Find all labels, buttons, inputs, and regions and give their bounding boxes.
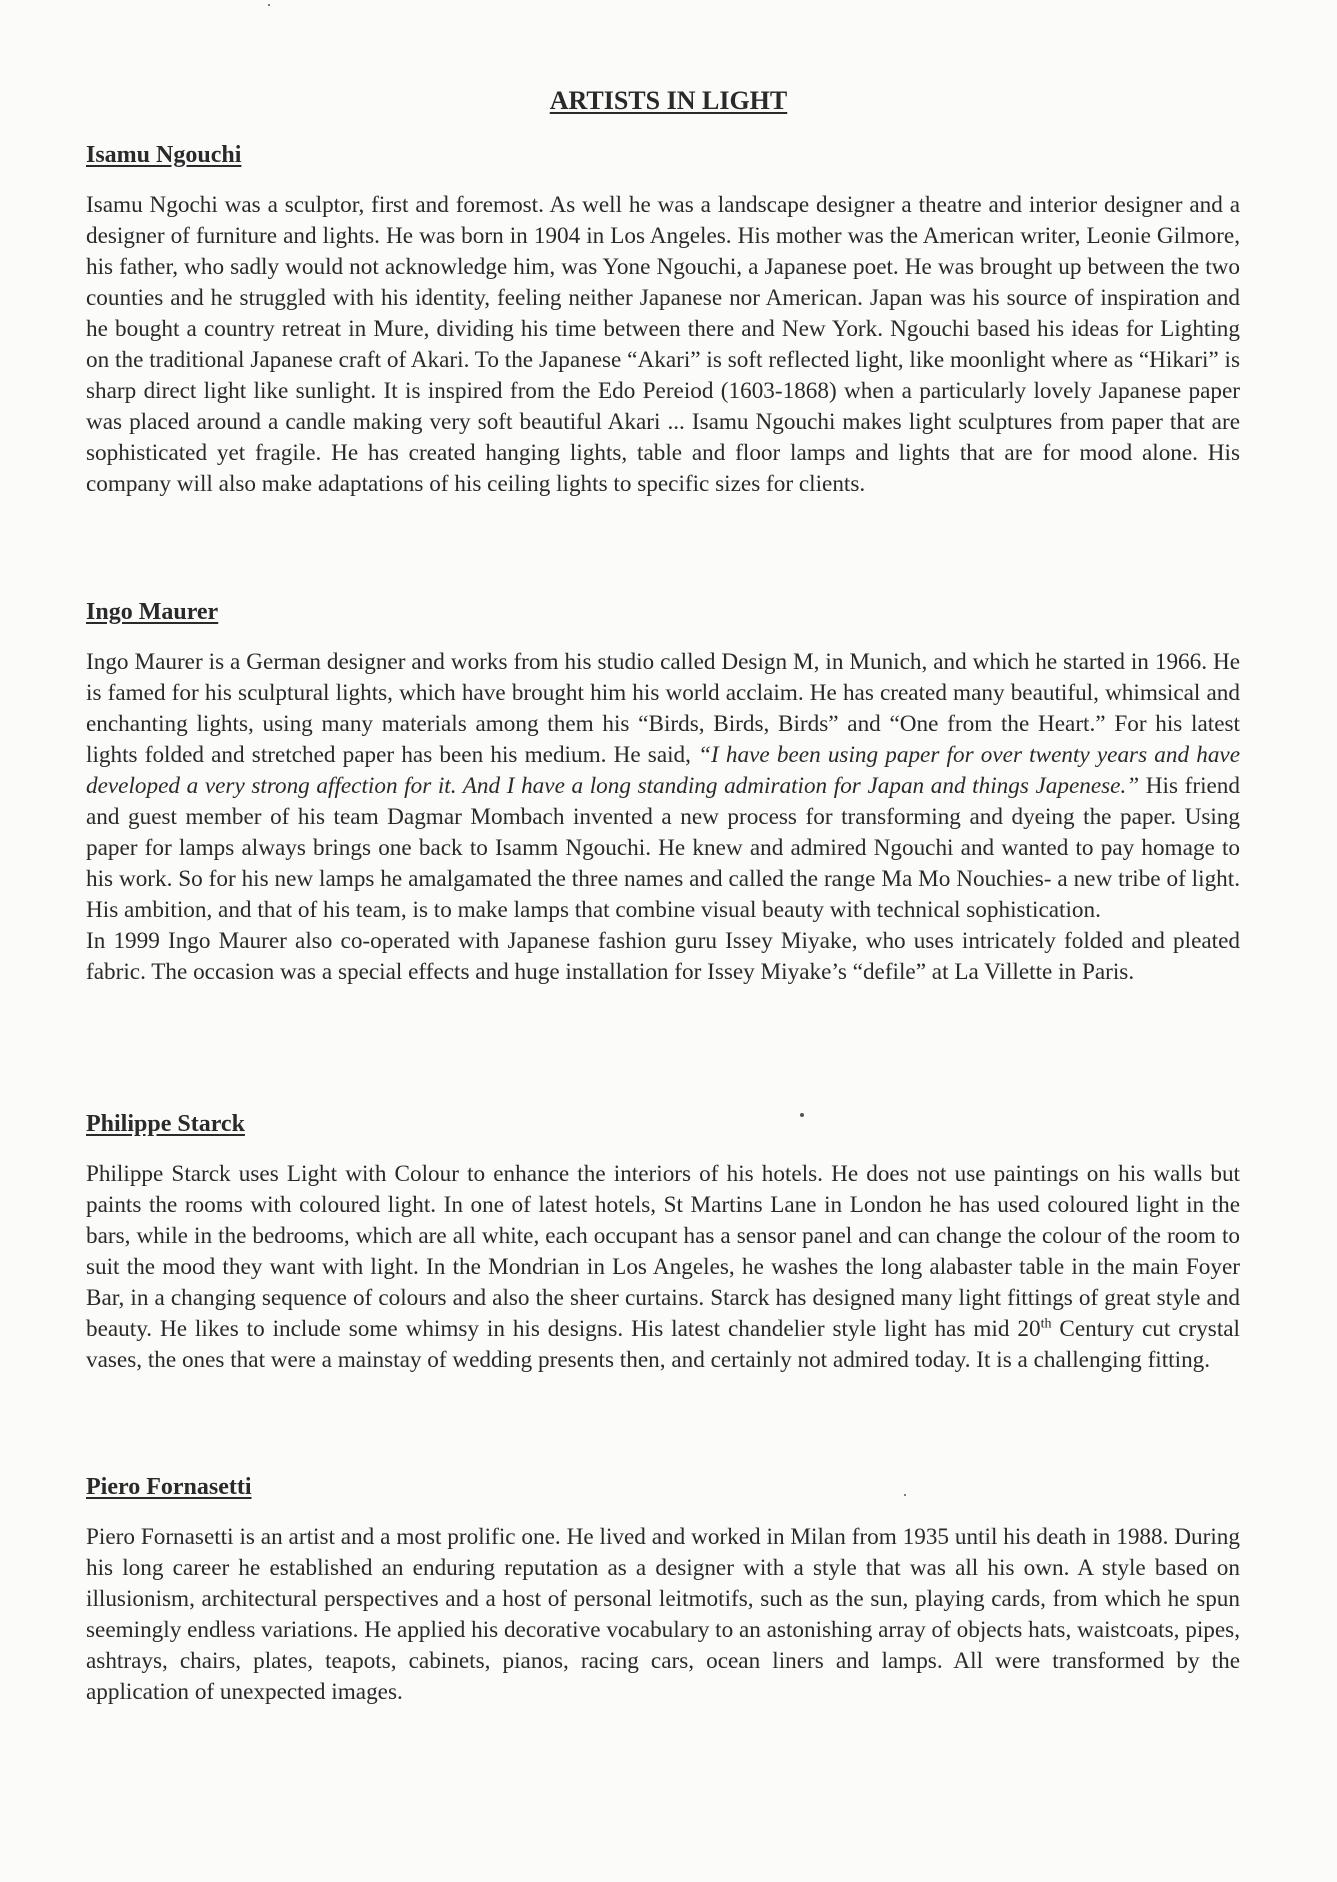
section-body-second: In 1999 Ingo Maurer also co-operated with Japanese fashion guru Issey Miyake, who uses intricately folded and pleated fabric. The occasion was a special effects and huge installation for Issey Miyake’s “defile” at La Villette in Paris. <box>86 928 1240 985</box>
ordinal-suffix: th <box>1040 1316 1052 1332</box>
section-heading: Piero Fornasetti <box>86 1474 252 1500</box>
section-philippe-starck <box>86 1109 1240 1376</box>
section-isamu-ngouchi <box>86 140 1240 500</box>
section-piero-fornasetti <box>86 1472 1240 1708</box>
section-body: Isamu Ngochi was a sculptor, first and foremost. As well he was a landscape designer a theatre and interior designer and a designer of furniture and lights. He was born in 1904 in Los Angeles. His mother was the American writer, Leonie Gilmore, his father, who sadly would not acknowledge him, was Yone Ngouchi, a Japanese poet. He was brought up between the two counties and he struggled with his identity, feeling neither Japanese nor American. Japan was his source of inspiration and he bought a country retreat in Mure, dividing his time between there and New York. Ngouchi based his ideas for Lighting on the traditional Japanese craft of Akari. To the Japanese “Akari” is soft reflected light, like moonlight where as “Hikari” is sharp direct light like sunlight. It is inspired from the Edo Pereiod (1603-1868) when a particularly lovely Japanese paper was placed around a candle making very soft beautiful Akari ... Isamu Ngouchi makes light sculptures from paper that are sophisticated yet fragile. He has created hanging lights, table and floor lamps and lights that are for mood alone. His company will also make adaptations of his ceiling lights to specific sizes for clients. <box>86 192 1240 497</box>
body-text: Philippe Starck uses Light with Colour to enhance the interiors of his hotels. He does not use paintings on his walls but paints the rooms with coloured light. In one of latest hotels, St Martins Lane in London he has used coloured light in the bars, while in the bedrooms, which are all white, each occupant has a sensor panel and can change the colour of the room to suit the mood they want with light. In the Mondrian in Los Angeles, he washes the long alabaster table in the main Foyer Bar, in a changing sequence of colours and also the sheer curtains. Starck has designed many light fittings of great style and beauty. He likes to include some whimsy in his designs. His latest chandelier style light has mid 20 <box>86 1161 1240 1342</box>
body-text: Ingo Maurer is a German designer and works from his studio called Design M, in Munich, and which he started in 1966. He is famed for his sculptural lights, which have brought him his world acclaim. He has created many beautiful, whimsical and enchanting lights, using many materials among them his “Birds, Birds, Birds” and “One from the Heart.” For his latest lights folded and stretched paper has been his medium. He said, <box>86 649 1240 768</box>
section-heading: Philippe Starck <box>86 1111 245 1137</box>
section-heading: Isamu Ngouchi <box>86 142 242 168</box>
section-ingo-maurer <box>86 597 1240 988</box>
document-title <box>0 86 1337 116</box>
body-text: His friend and guest member of his team Dagmar Mombach invented a new process for transforming and dyeing the paper. Using paper for lamps always brings one back to Isamm Ngouchi. He knew and admired Ngouchi and wanted to pay homage to his work. So for his new lamps he amalgamated the three names and called the range Ma Mo Nouchies- a new tribe of light. His ambition, and that of his team, is to make lamps that combine visual beauty with technical sophistication. <box>86 773 1240 923</box>
maurer-quote: “I have been using paper for over twenty years and have developed a very strong affection for it. And I have a long standing admiration for Japan and things Japenese.” <box>86 742 1241 799</box>
scan-speck <box>904 1494 906 1496</box>
section-body <box>86 1159 1240 1376</box>
body-text: Century cut crystal vases, the ones that were a mainstay of wedding presents then, and certainly not admired today. It is a challenging fitting. <box>86 1316 1240 1373</box>
section-body: Piero Fornasetti is an artist and a most prolific one. He lived and worked in Milan from 1935 until his death in 1988. During his long career he established an enduring reputation as a designer with a style that was all his own. A style based on illusionism, architectural perspectives and a host of personal leitmotifs, such as the sun, playing cards, from which he spun seemingly endless variations. He applied his decorative vocabulary to an astonishing array of objects hats, waistcoats, pipes, ashtrays, chairs, plates, teapots, cabinets, pianos, racing cars, ocean liners and lamps. All were transformed by the application of unexpected images. <box>86 1524 1240 1705</box>
scan-speck <box>268 4 270 6</box>
document-title-text: ARTISTS IN LIGHT <box>549 86 788 115</box>
scan-speck <box>800 1113 804 1117</box>
section-heading: Ingo Maurer <box>86 599 219 625</box>
section-body <box>86 647 1240 926</box>
